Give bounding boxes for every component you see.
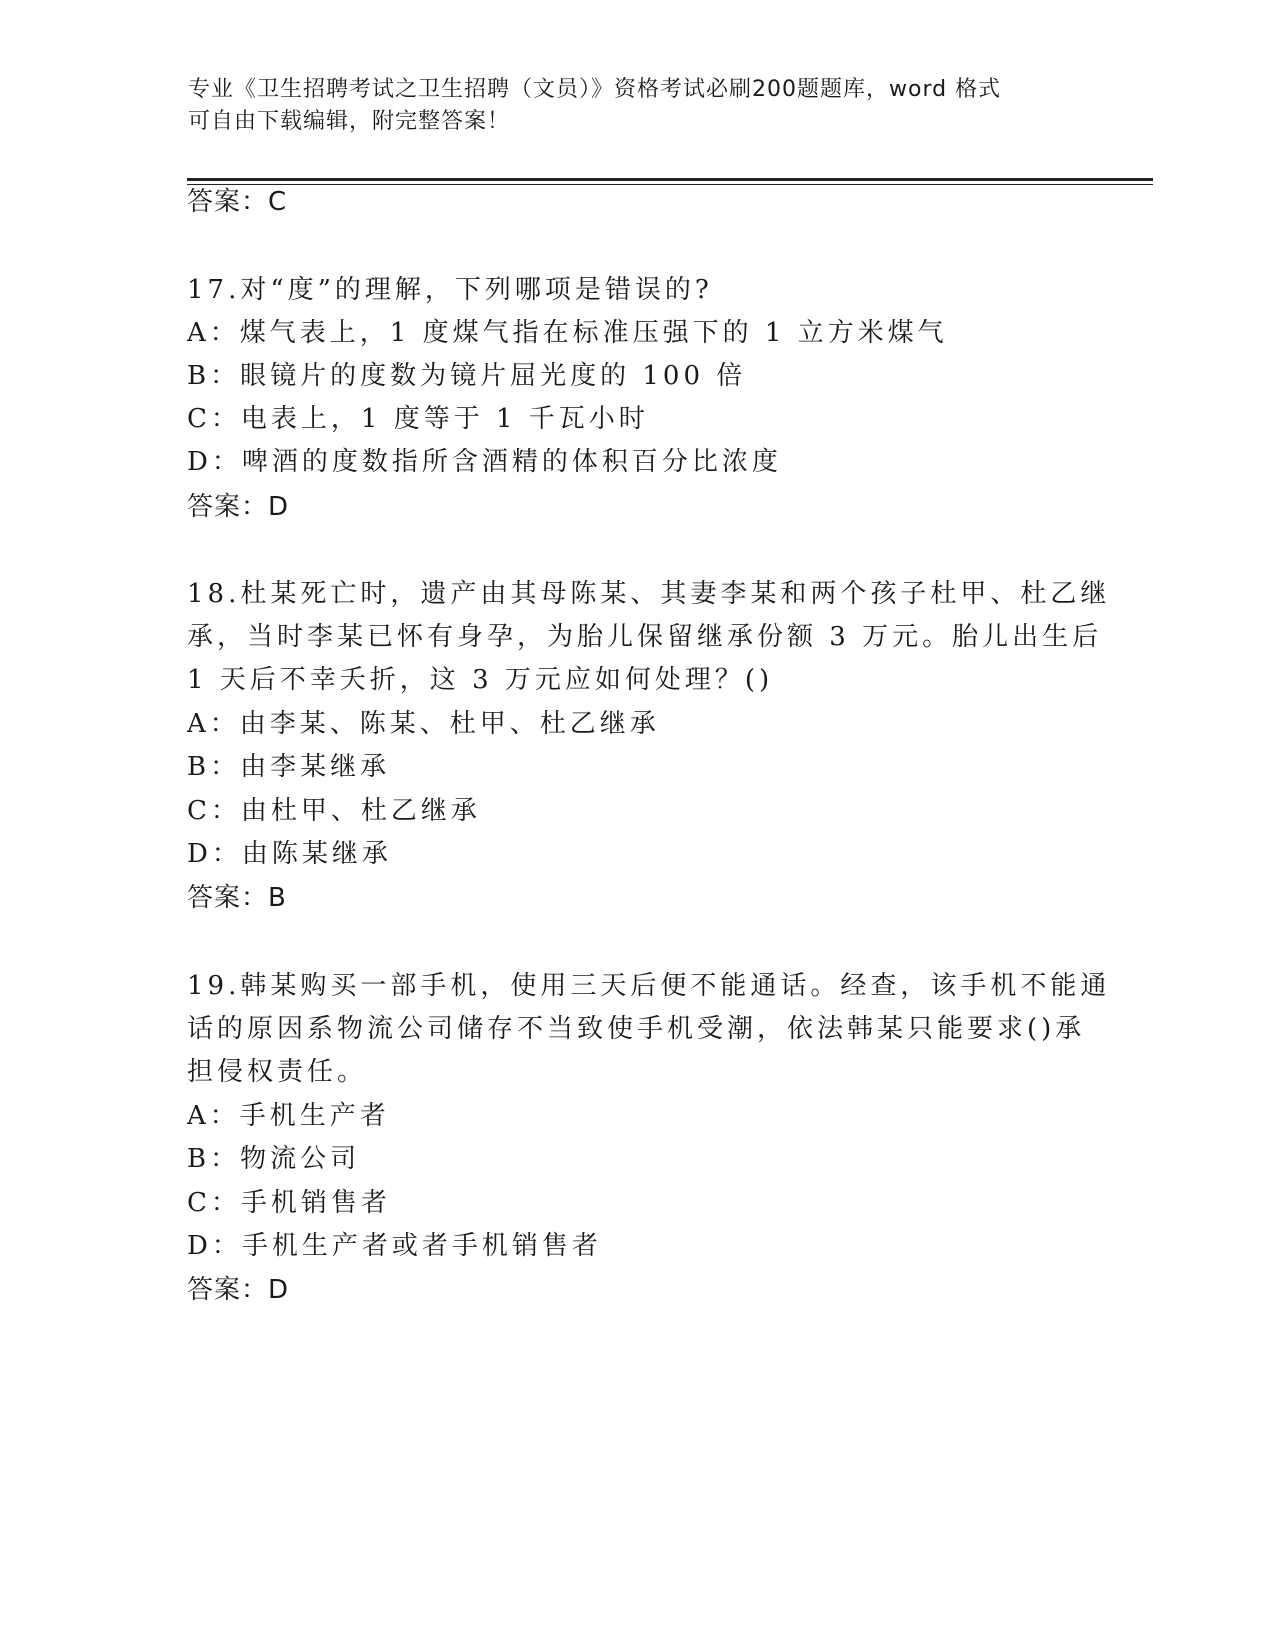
- question-18-option-a: A：由李某、陈某、杜甲、杜乙继承: [187, 709, 660, 739]
- question-17-answer: 答案：D: [187, 492, 290, 522]
- question-19-option-c: C：手机销售者: [187, 1188, 391, 1218]
- header-title-line-1: 专业《卫生招聘考试之卫生招聘（文员）》资格考试必刷200题题库，word 格式: [188, 77, 1002, 102]
- question-19-line-2: 话的原因系物流公司储存不当致使手机受潮，依法韩某只能要求()承: [187, 1014, 1086, 1044]
- question-19-option-d: D：手机生产者或者手机销售者: [187, 1231, 602, 1261]
- question-17-option-c: C：电表上，1 度等于 1 千瓦小时: [187, 404, 649, 434]
- question-18-option-c: C：由杜甲、杜乙继承: [187, 796, 481, 826]
- page-header: [188, 74, 1068, 138]
- question-18-line-2: 承，当时李某已怀有身孕，为胎儿保留继承份额 3 万元。胎儿出生后: [187, 622, 1103, 652]
- question-18-answer: 答案：B: [187, 883, 287, 913]
- question-19-line-1: 19.韩某购买一部手机，使用三天后便不能通话。经查，该手机不能通: [187, 971, 1111, 1001]
- question-18-option-b: B：由李某继承: [187, 752, 391, 782]
- header-title-line-2: 可自由下载编辑，附完整答案！: [188, 109, 511, 134]
- answer-previous: 答案：C: [187, 187, 288, 217]
- question-18-option-d: D：由陈某继承: [187, 839, 392, 869]
- question-17-option-b: B：眼镜片的度数为镜片屈光度的 100 倍: [187, 361, 747, 391]
- question-19-option-a: A：手机生产者: [187, 1101, 390, 1131]
- question-17-option-a: A：煤气表上，1 度煤气指在标准压强下的 1 立方米煤气: [187, 318, 948, 348]
- question-19-option-b: B：物流公司: [187, 1144, 361, 1174]
- header-divider-thin: [187, 184, 1153, 185]
- question-18-line-3: 1 天后不幸夭折，这 3 万元应如何处理？(): [187, 665, 774, 695]
- question-19-line-3: 担侵权责任。: [187, 1057, 368, 1087]
- question-17-option-d: D：啤酒的度数指所含酒精的体积百分比浓度: [187, 447, 782, 477]
- question-18-line-1: 18.杜某死亡时，遗产由其母陈某、其妻李某和两个孩子杜甲、杜乙继: [187, 579, 1111, 609]
- question-19-answer: 答案：D: [187, 1275, 290, 1305]
- header-divider-thick: [187, 178, 1153, 181]
- question-17-line-1: 17.对“度”的理解，下列哪项是错误的?: [187, 275, 713, 305]
